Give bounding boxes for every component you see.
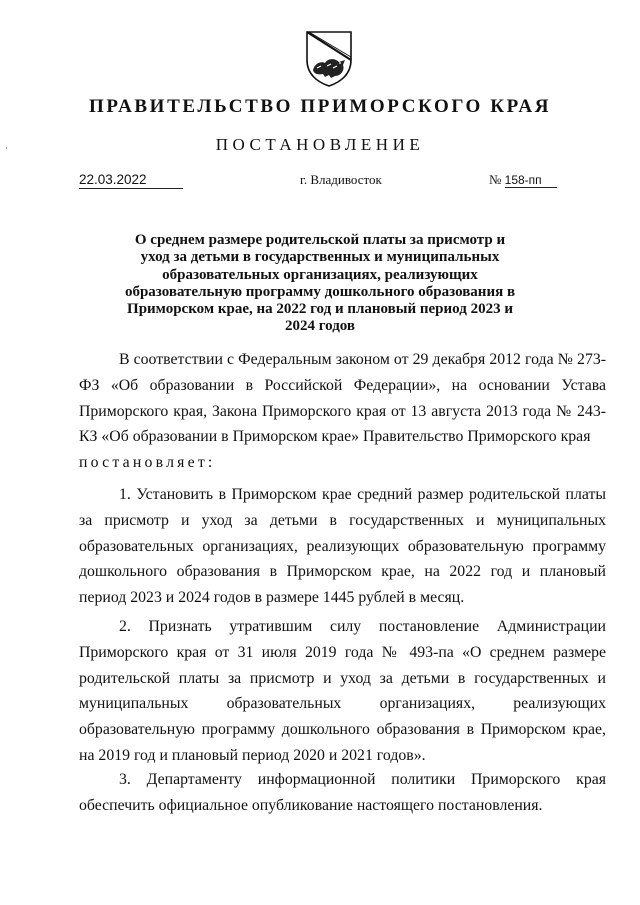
preamble-text: В соответствии с Федеральным законом от 29 декабря 2012 года № 273-ФЗ «Об образовании в Российской Федерации», на основании Устава Приморского края, Закона Приморского края от 13 августа 2013 года № 243-КЗ «Об образовании в Приморском крае» Правительство Приморского края	[79, 351, 606, 446]
item-1: 1. Установить в Приморском крае средний размер родительской платы за присмотр и уход за детьми в государственных и муниципальных образовательных организациях, реализующих образовательную программу дошкольного образования в Приморском крае, на 2022 год и плановый период 2023 и 2024 годов в размере 1445 рублей в месяц.	[79, 486, 606, 607]
number-prefix: №	[489, 172, 502, 187]
resolves-text: постановляет:	[79, 454, 216, 472]
document-type: ПОСТАНОВЛЕНИЕ	[215, 135, 425, 154]
primorsky-krai-coat-of-arms-icon	[305, 30, 353, 88]
item-2: 2. Признать утратившим силу постановление Администрации Приморского края от 31 июля 2019 года № 493-па «О среднем размере родительской платы за присмотр и уход за детьми в государственных и муниципальных образовательных организациях, реализующих образовательную программу дошкольного образования в Приморском крае, на 2019 год и плановый период 2020 и 2021 годов».	[79, 618, 606, 764]
preamble-paragraph	[79, 347, 606, 476]
item-3: 3. Департаменту информационной политики Приморского края обеспечить официальное опубликование настоящего постановления.	[79, 771, 606, 814]
government-title: ПРАВИТЕЛЬСТВО ПРИМОРСКОГО КРАЯ	[88, 96, 552, 117]
document-city: г. Владивосток	[300, 172, 382, 187]
number-value: 158-пп	[505, 173, 557, 188]
document-subject: О среднем размере родительской платы за присмотр и уход за детьми в государственных и муниципальных образовательных организациях, реализующих образовательную программу дошкольного образования в Приморском крае, на 2022 год и плановый период 2023 и 2024 годов	[124, 232, 516, 335]
document-number	[489, 172, 557, 188]
document-date: 22.03.2022	[79, 172, 183, 189]
